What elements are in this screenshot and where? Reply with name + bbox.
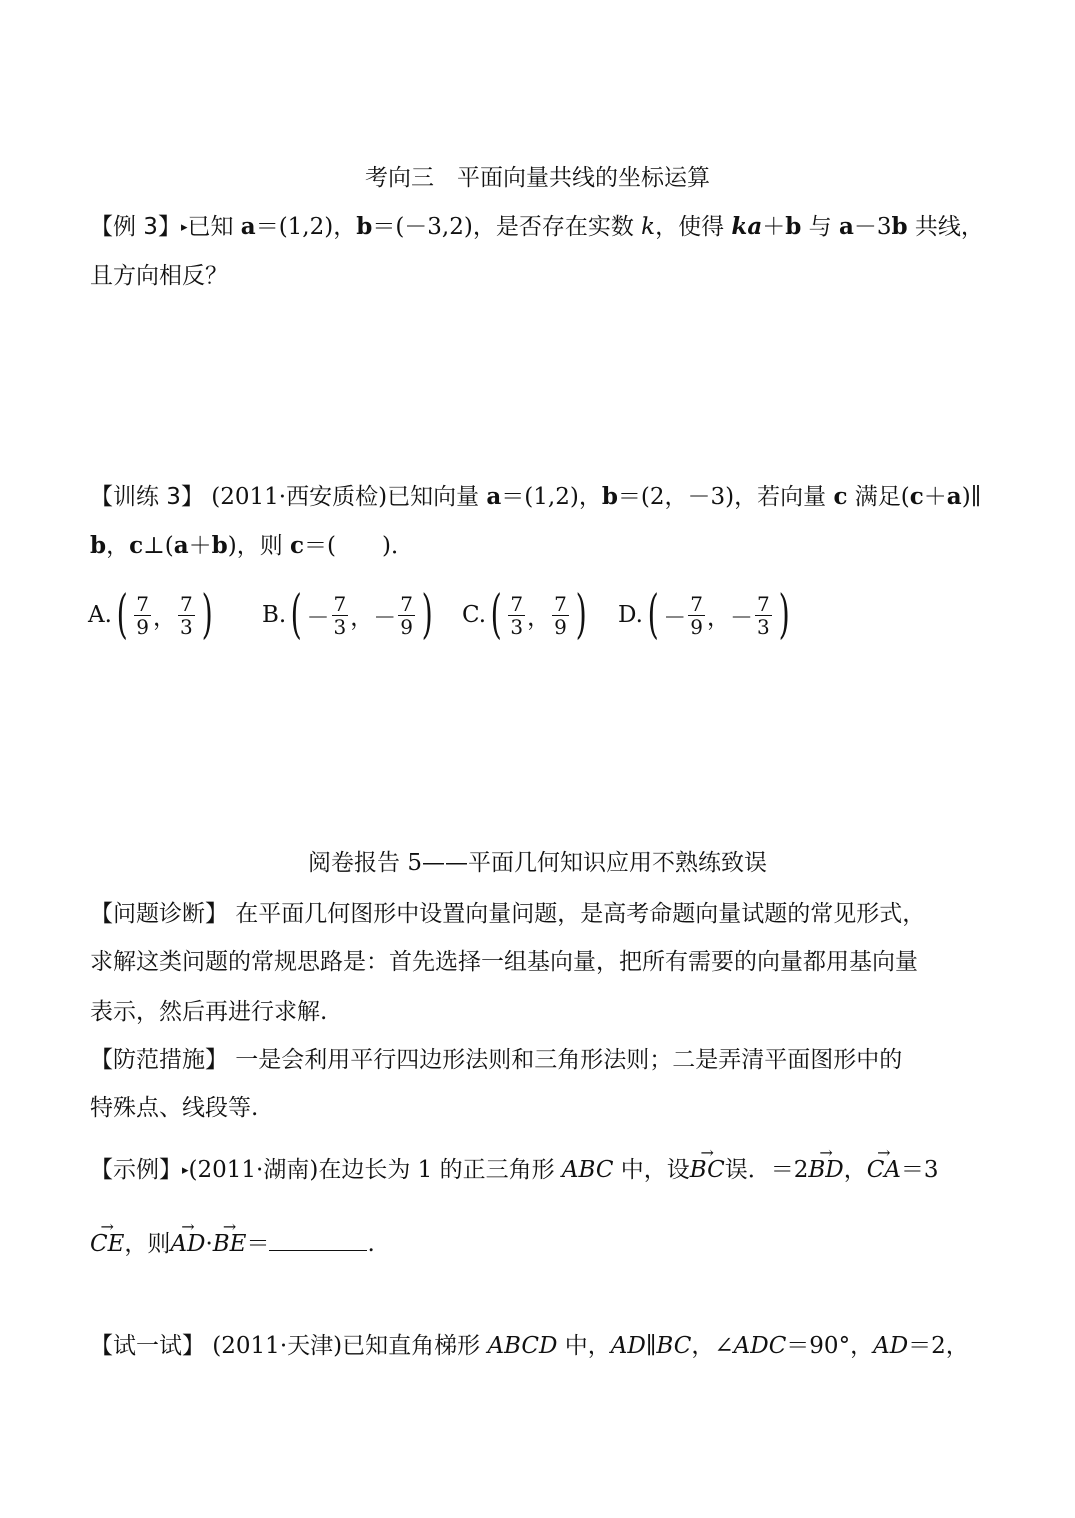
vector-ca: → CA bbox=[867, 1155, 901, 1185]
diagnosis-line-1 bbox=[90, 899, 925, 929]
trapezoid-abcd: ABCD bbox=[487, 1333, 558, 1359]
text: 已知直角梯形 bbox=[342, 1333, 488, 1359]
text: )，则 bbox=[227, 533, 291, 559]
text: ， bbox=[106, 533, 130, 559]
source-place: 西安质检 bbox=[286, 484, 379, 510]
vector-a: a bbox=[240, 213, 256, 240]
option-c[interactable] bbox=[462, 580, 591, 650]
answer-blank[interactable] bbox=[269, 1228, 367, 1251]
denominator: 3 bbox=[333, 614, 347, 639]
vector-b: b bbox=[90, 532, 107, 559]
numerator: 7 bbox=[554, 591, 567, 616]
text: ＝(2，－3)，若向量 bbox=[617, 484, 834, 510]
text: ＝90°， bbox=[786, 1333, 874, 1359]
text: ) bbox=[333, 1333, 343, 1359]
prevention-line-1 bbox=[90, 1045, 902, 1075]
segment-ad: AD bbox=[873, 1333, 909, 1359]
fraction bbox=[688, 593, 705, 638]
text: 已知 bbox=[187, 214, 241, 240]
option-label: A. bbox=[88, 602, 112, 628]
vector-a: a bbox=[486, 483, 502, 510]
example-3-line-2: 且方向相反？ bbox=[90, 263, 228, 289]
fraction bbox=[178, 593, 195, 638]
paren: ( bbox=[116, 585, 128, 645]
option-label: D. bbox=[618, 602, 643, 628]
text: 满足( bbox=[847, 484, 910, 510]
paren: ) bbox=[778, 585, 790, 645]
text: ＋ bbox=[188, 533, 212, 559]
text: ＝(1,2)， bbox=[501, 484, 602, 510]
section-title: 考向三 平面向量共线的坐标运算 bbox=[365, 165, 710, 191]
text: 共线， bbox=[907, 214, 984, 240]
triangle-marker-icon: ▸ bbox=[182, 1163, 189, 1178]
sample-line-2 bbox=[90, 1228, 375, 1259]
sign: － bbox=[373, 604, 397, 631]
fraction bbox=[332, 593, 349, 638]
vector-b: b bbox=[211, 532, 228, 559]
text: (2011· bbox=[205, 1333, 288, 1359]
fraction bbox=[398, 593, 415, 638]
paren: ) bbox=[201, 585, 213, 645]
numerator: 7 bbox=[333, 591, 347, 616]
diagnosis-tag: 【问题诊断】 bbox=[90, 901, 228, 927]
paren: ( bbox=[647, 585, 659, 645]
comma: ， bbox=[350, 604, 374, 631]
text: ，∠ bbox=[691, 1333, 734, 1359]
vector-bd: → BD bbox=[808, 1155, 843, 1185]
sample-line-1 bbox=[90, 1155, 939, 1186]
text: ＋ bbox=[762, 214, 786, 240]
paren: ) bbox=[421, 585, 433, 645]
text: －3 bbox=[853, 214, 892, 240]
paren: ( bbox=[490, 585, 502, 645]
option-d[interactable] bbox=[618, 580, 794, 650]
vector-b: b bbox=[601, 483, 618, 510]
text: 在平面几何图形中设置向量问题，是高考命题向量试题的常见形式， bbox=[228, 901, 926, 927]
training-3-line-2 bbox=[90, 531, 414, 561]
text: 中， bbox=[557, 1333, 611, 1359]
vector-ad: → AD bbox=[170, 1229, 205, 1259]
text: 误．＝2 bbox=[724, 1157, 809, 1183]
segment-bc: BC bbox=[656, 1333, 692, 1359]
source-place: 湖南 bbox=[263, 1157, 310, 1183]
training-3-line-1 bbox=[90, 482, 981, 512]
prevention-line-2: 特殊点、线段等. bbox=[90, 1095, 259, 1121]
vector-a: a bbox=[946, 483, 962, 510]
vector-b: b bbox=[891, 213, 908, 240]
expr-ka: ka bbox=[731, 213, 763, 240]
numerator: 7 bbox=[136, 591, 149, 616]
triangle-marker-icon: ▸ bbox=[180, 220, 188, 235]
denominator: 9 bbox=[690, 614, 703, 639]
numerator: 7 bbox=[510, 591, 524, 616]
try-it-line-1 bbox=[90, 1331, 969, 1361]
source-place: 天津 bbox=[287, 1333, 334, 1359]
vector-bc: → BC bbox=[690, 1155, 725, 1185]
sample-tag: 【示例】 bbox=[90, 1157, 182, 1183]
training-tag: 【训练 3】 bbox=[90, 484, 204, 510]
vector-c: c bbox=[833, 483, 848, 510]
text: ＝(1,2)， bbox=[255, 214, 357, 240]
text: 已知向量 bbox=[387, 484, 487, 510]
text: ) bbox=[378, 484, 388, 510]
example-tag: 【例 3】 bbox=[90, 214, 181, 240]
segment-ad: AD bbox=[610, 1333, 646, 1359]
text: . bbox=[367, 1231, 375, 1257]
denominator: 9 bbox=[136, 614, 149, 639]
paren: ( bbox=[290, 585, 302, 645]
angle-adc: ADC bbox=[733, 1333, 787, 1359]
var-k: k bbox=[641, 214, 656, 240]
text: 一是会利用平行四边形法则和三角形法则；二是弄清平面图形中的 bbox=[228, 1047, 903, 1073]
text: ＋ bbox=[923, 484, 947, 510]
denominator: 3 bbox=[756, 614, 770, 639]
numerator: 7 bbox=[756, 591, 770, 616]
text: ＝(－3,2)，是否存在实数 bbox=[372, 214, 642, 240]
vector-a: a bbox=[173, 532, 189, 559]
sign: － bbox=[306, 604, 330, 631]
comma: ， bbox=[527, 604, 551, 631]
text: ＝2， bbox=[908, 1333, 969, 1359]
comma: ， bbox=[152, 604, 176, 631]
text: )∥ bbox=[961, 484, 982, 510]
vector-c: c bbox=[129, 532, 144, 559]
option-label: C. bbox=[462, 602, 487, 628]
text: ∥ bbox=[645, 1333, 657, 1359]
try-it-tag: 【试一试】 bbox=[90, 1333, 205, 1359]
text: ，则 bbox=[124, 1231, 171, 1257]
paren: ) bbox=[575, 585, 587, 645]
text: ＝3 bbox=[900, 1157, 939, 1183]
text: 与 bbox=[801, 214, 839, 240]
text: (2011· bbox=[188, 1157, 264, 1183]
text: ， bbox=[843, 1157, 867, 1183]
text: ，使得 bbox=[655, 214, 732, 240]
example-3-line-1 bbox=[90, 212, 984, 243]
triangle-abc: ABC bbox=[561, 1157, 614, 1183]
option-label: B. bbox=[262, 602, 287, 628]
text: 在边长为 1 的正三角形 bbox=[318, 1157, 562, 1183]
vector-c: c bbox=[909, 483, 924, 510]
text: (2011· bbox=[203, 484, 287, 510]
text: ＝( )． bbox=[304, 533, 414, 559]
report-title: 阅卷报告 5——平面几何知识应用不熟练致误 bbox=[308, 850, 767, 876]
text: ⊥( bbox=[143, 533, 174, 559]
text: 中，设 bbox=[613, 1157, 690, 1183]
sign: － bbox=[663, 604, 687, 631]
sign: － bbox=[729, 604, 753, 631]
vector-b: b bbox=[785, 213, 802, 240]
diagnosis-line-3: 表示，然后再进行求解. bbox=[90, 999, 328, 1025]
vector-a: a bbox=[838, 213, 854, 240]
denominator: 9 bbox=[554, 614, 567, 639]
numerator: 7 bbox=[179, 591, 193, 616]
fraction bbox=[552, 593, 569, 638]
numerator: 7 bbox=[690, 591, 703, 616]
vector-c: c bbox=[290, 532, 305, 559]
comma: ， bbox=[706, 604, 730, 631]
dot-operator: · bbox=[205, 1231, 213, 1257]
denominator: 3 bbox=[179, 614, 193, 639]
fraction bbox=[134, 593, 151, 638]
text: ＝ bbox=[246, 1231, 270, 1257]
numerator: 7 bbox=[400, 591, 413, 616]
denominator: 9 bbox=[400, 614, 413, 639]
option-a[interactable] bbox=[88, 580, 217, 650]
denominator: 3 bbox=[510, 614, 524, 639]
vector-be: → BE bbox=[213, 1229, 247, 1259]
vector-ce: → CE bbox=[90, 1229, 124, 1259]
fraction bbox=[755, 593, 772, 638]
prevention-tag: 【防范措施】 bbox=[90, 1047, 228, 1073]
vector-b: b bbox=[356, 213, 373, 240]
fraction bbox=[508, 593, 525, 638]
text: ) bbox=[309, 1157, 319, 1183]
option-b[interactable] bbox=[262, 580, 437, 650]
diagnosis-line-2: 求解这类问题的常规思路是：首先选择一组基向量，把所有需要的向量都用基向量 bbox=[90, 949, 918, 975]
